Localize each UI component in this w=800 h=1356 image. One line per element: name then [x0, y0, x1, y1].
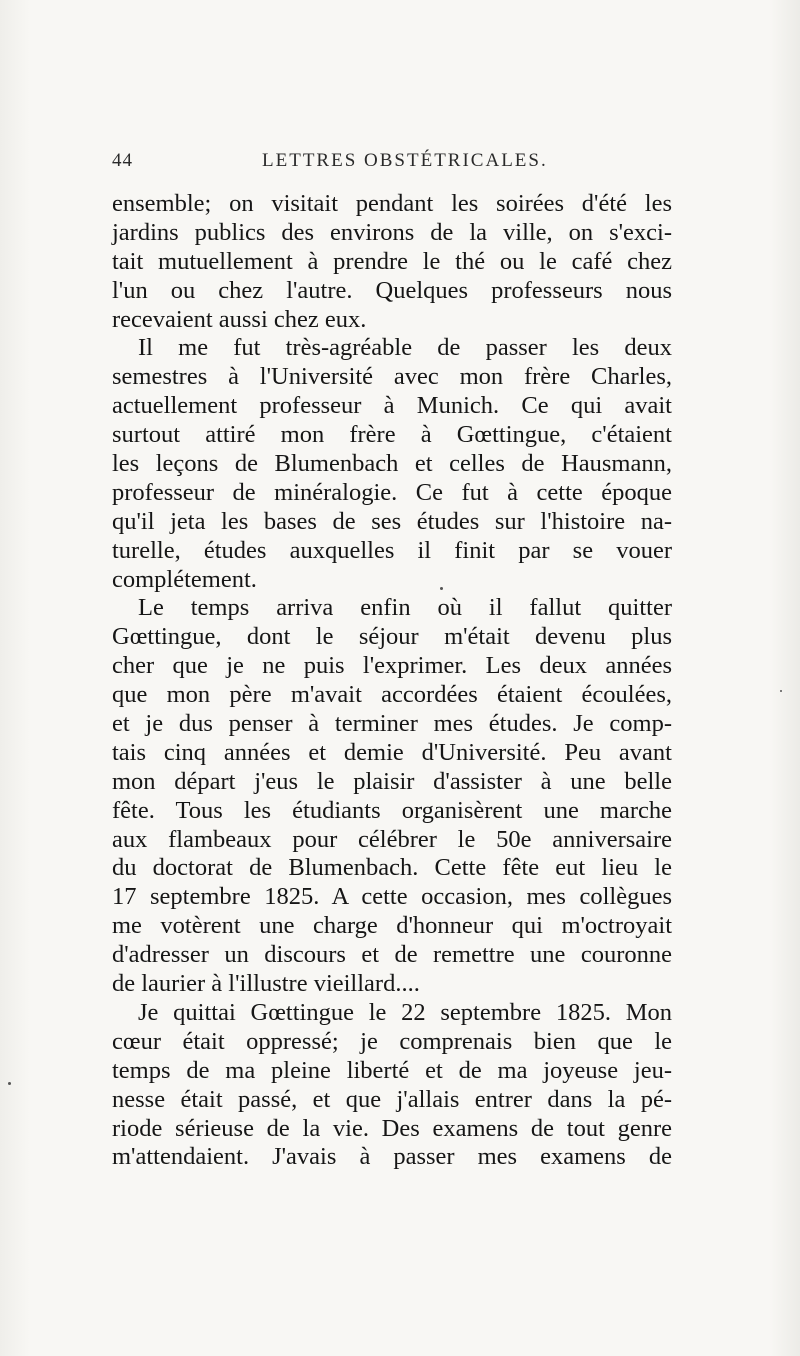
text-line: riode sérieuse de la vie. Des examens de tout genre [112, 1114, 672, 1142]
text-line: nesse était passé, et que j'allais entrer dans la pé- [112, 1085, 672, 1113]
text-line: professeur de minéralogie. Ce fut à cette époque [112, 478, 672, 506]
running-head [112, 150, 672, 178]
text-line: tait mutuellement à prendre le thé ou le café chez [112, 247, 672, 275]
running-title: LETTRES OBSTÉTRICALES. [262, 150, 548, 171]
text-line: Gœttingue, dont le séjour m'était devenu plus [112, 623, 672, 651]
text-line: Je quittai Gœttingue le 22 septembre 1825. Mon [138, 998, 672, 1026]
text-line: Le temps arriva enfin où il fallut quitter [138, 594, 672, 622]
text-line: fête. Tous les étudiants organisèrent une marche [112, 796, 672, 824]
text-line: cher que je ne puis l'exprimer. Les deux années [112, 652, 672, 680]
text-line: qu'il jeta les bases de ses études sur l'histoire na- [112, 507, 672, 535]
ink-speck [8, 1082, 11, 1085]
text-line: et je dus penser à terminer mes études. Je comp- [112, 710, 672, 738]
text-line: l'un ou chez l'autre. Quelques professeurs nous [112, 276, 672, 304]
text-line: actuellement professeur à Munich. Ce qui avait [112, 392, 672, 420]
text-line: me votèrent une charge d'honneur qui m'octroyait [112, 912, 672, 940]
ink-speck [780, 690, 782, 692]
text-line: surtout attiré mon frère à Gœttingue, c'étaient [112, 421, 672, 449]
text-line: aux flambeaux pour célébrer le 50e anniversaire [112, 825, 672, 853]
text-line: turelle, études auxquelles il finit par se vouer [112, 536, 672, 564]
text-line: 17 septembre 1825. A cette occasion, mes collègues [112, 883, 672, 911]
text-line: que mon père m'avait accordées étaient écoulées, [112, 681, 672, 709]
text-line: recevaient aussi chez eux. [112, 305, 367, 333]
text-line: m'attendaient. J'avais à passer mes examens de [112, 1143, 672, 1171]
text-line: semestres à l'Université avec mon frère Charles, [112, 363, 672, 391]
text-line: temps de ma pleine liberté et de ma joyeuse jeu- [112, 1056, 672, 1084]
text-line: du doctorat de Blumenbach. Cette fête eut lieu le [112, 854, 672, 882]
text-line: jardins publics des environs de la ville, on s'exci- [112, 218, 672, 246]
text-line: cœur était oppressé; je comprenais bien que le [112, 1027, 672, 1055]
text-line: d'adresser un discours et de remettre une couronne [112, 941, 672, 969]
text-line: mon départ j'eus le plaisir d'assister à une belle [112, 767, 672, 795]
text-line: Il me fut très-agréable de passer les deux [138, 334, 672, 362]
ink-speck [440, 587, 443, 590]
text-line: complétement. [112, 565, 257, 593]
text-line: de laurier à l'illustre vieillard.... [112, 970, 420, 998]
text-line: ensemble; on visitait pendant les soirées d'été les [112, 190, 672, 217]
body-text [112, 190, 672, 1172]
page-number: 44 [112, 150, 133, 171]
text-line: les leçons de Blumenbach et celles de Hausmann, [112, 450, 672, 478]
text-line: tais cinq années et demie d'Université. Peu avant [112, 738, 672, 766]
